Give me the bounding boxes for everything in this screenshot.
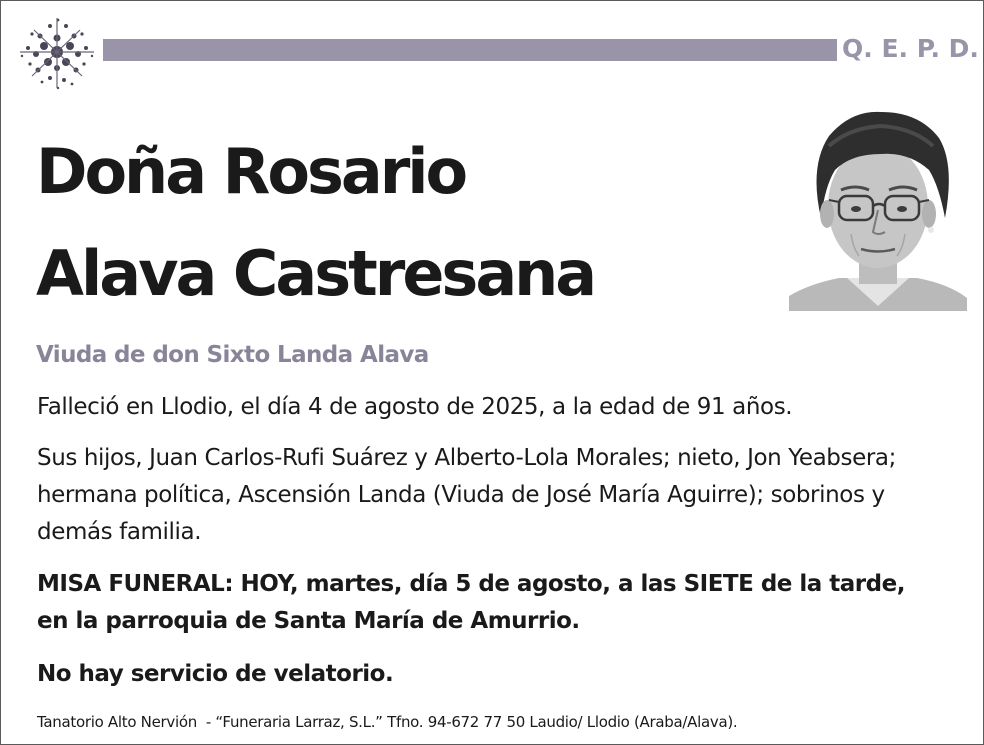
family-text: Sus hijos, Juan Carlos-Rufi Suárez y Alberto-Lola Morales; nieto, Jon Yeabsera; hermana política, Ascensión Landa (Viuda de José María Aguirre); sobrinos y demás familia.	[37, 445, 896, 545]
deceased-name-line-2: Alava Castresana	[36, 237, 595, 310]
wake-text: No hay servicio de velatorio.	[37, 661, 394, 687]
deceased-name-line-1: Doña Rosario	[36, 135, 466, 208]
qepd-label: Q. E. P. D.	[842, 34, 979, 63]
funeral-home-footer: Tanatorio Alto Nervión - “Funeraria Larraz, S.L.” Tfno. 94-672 77 50 Laudio/ Llodio (Araba/Alava).	[37, 713, 738, 731]
portrait-photo	[789, 106, 967, 311]
widow-of-subtitle: Viuda de don Sixto Landa Alava	[36, 342, 429, 368]
floral-emblem-icon	[14, 12, 100, 92]
death-notice-text: Falleció en Llodio, el día 4 de agosto de 2025, a la edad de 91 años.	[37, 394, 793, 420]
funeral-mass-text: MISA FUNERAL: HOY, martes, día 5 de agosto, a las SIETE de la tarde, en la parroquia de Santa María de Amurrio.	[37, 571, 905, 634]
header-bar	[103, 39, 837, 61]
